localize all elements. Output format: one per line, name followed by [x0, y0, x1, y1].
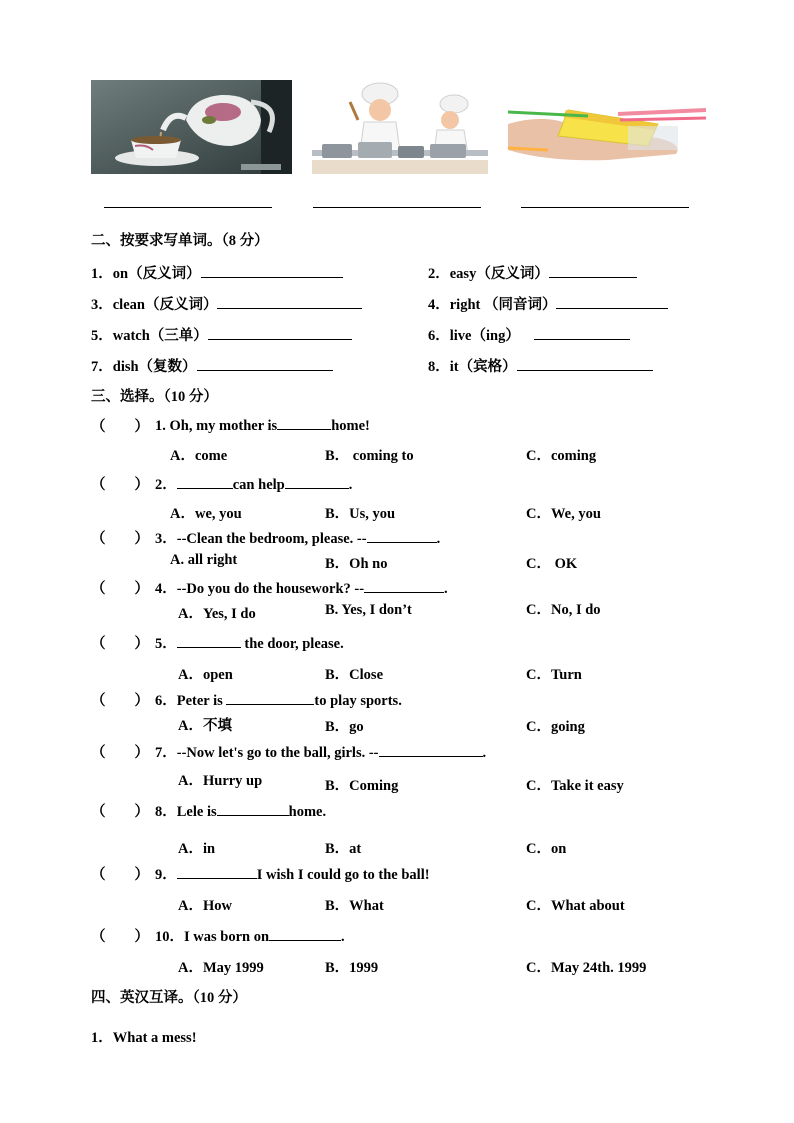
question-text: 2．: [155, 477, 177, 493]
option-c[interactable]: C．Turn: [526, 667, 582, 683]
option-c[interactable]: C．We, you: [526, 506, 601, 522]
question-9: [155, 863, 430, 884]
question-text: home.: [288, 804, 327, 820]
answer-paren[interactable]: （ ）: [91, 745, 149, 761]
word-item-5: [91, 324, 352, 345]
option-a[interactable]: A．May 1999: [178, 960, 264, 976]
hand-washing-with-sponge-icon: [508, 80, 706, 174]
section-2-title: 二、按要求写单词。（8 分）: [91, 233, 269, 249]
question-blank[interactable]: [269, 926, 341, 941]
option-c[interactable]: C．No, I do: [526, 602, 601, 618]
question-text: 8．Lele is: [155, 804, 217, 820]
option-a[interactable]: A．How: [178, 898, 232, 914]
question-5: [155, 632, 344, 653]
option-a[interactable]: A．we, you: [170, 506, 242, 522]
question-8: [155, 800, 326, 821]
question-6: [155, 689, 402, 710]
option-b[interactable]: B．1999: [325, 960, 379, 976]
answer-paren[interactable]: （ ）: [91, 693, 149, 709]
word-item-label: 3．clean（反义词）: [91, 297, 218, 313]
word-item-label: 5．watch（三单）: [91, 328, 208, 344]
option-a[interactable]: A. all right: [170, 552, 238, 568]
option-c[interactable]: C． OK: [526, 556, 578, 572]
question-text: 1. Oh, my mother is: [155, 418, 278, 434]
question-text: .: [341, 929, 345, 945]
option-b[interactable]: B．Oh no: [325, 556, 388, 572]
word-answer-blank[interactable]: [217, 294, 362, 309]
word-answer-blank[interactable]: [517, 356, 653, 371]
option-b[interactable]: B．go: [325, 719, 364, 735]
option-c[interactable]: C．May 24th. 1999: [526, 960, 647, 976]
answer-paren[interactable]: （ ）: [91, 581, 149, 597]
option-a[interactable]: A．open: [178, 667, 233, 683]
question-1: [155, 415, 370, 435]
question-text: can help: [232, 477, 285, 493]
question-text: 9．: [155, 867, 177, 883]
word-item-label: 6．live（ing）: [428, 328, 520, 344]
answer-paren[interactable]: （ ）: [91, 419, 149, 435]
word-item-6: [428, 324, 630, 345]
question-text: 7．--Now let's go to the ball, girls. --: [155, 745, 379, 761]
option-c[interactable]: C．coming: [526, 448, 597, 464]
question-text: the door, please.: [240, 636, 344, 652]
word-item-4: [428, 293, 668, 314]
word-item-2: [428, 262, 637, 283]
word-answer-blank[interactable]: [201, 263, 343, 278]
word-answer-blank[interactable]: [534, 325, 630, 340]
option-a[interactable]: A．不填: [178, 718, 232, 734]
question-blank[interactable]: [367, 528, 437, 543]
question-text: 4．--Do you do the housework? --: [155, 581, 365, 597]
word-item-3: [91, 293, 362, 314]
option-c[interactable]: C．going: [526, 719, 585, 735]
question-blank[interactable]: [379, 742, 483, 757]
word-item-label: 7．dish（复数）: [91, 359, 197, 375]
answer-paren[interactable]: （ ）: [91, 804, 149, 820]
option-b[interactable]: B．Coming: [325, 778, 399, 794]
picture-answer-line-1[interactable]: [104, 207, 272, 208]
word-item-label: 4．right （同音词）: [428, 297, 557, 313]
answer-paren[interactable]: （ ）: [91, 867, 149, 883]
cooking-picture: [312, 80, 488, 174]
answer-paren[interactable]: （ ）: [91, 531, 149, 547]
question-blank[interactable]: [277, 415, 331, 430]
answer-paren[interactable]: （ ）: [91, 929, 149, 945]
option-a[interactable]: A．Hurry up: [178, 773, 263, 789]
word-item-1: [91, 262, 343, 283]
question-3: [155, 527, 440, 548]
option-c[interactable]: C．Take it easy: [526, 778, 624, 794]
question-7: [155, 741, 486, 762]
word-item-8: [428, 355, 653, 376]
word-answer-blank[interactable]: [549, 263, 637, 278]
question-blank[interactable]: [217, 801, 289, 816]
question-blank[interactable]: [364, 578, 444, 593]
word-answer-blank[interactable]: [556, 294, 668, 309]
question-blank[interactable]: [177, 633, 241, 648]
option-c[interactable]: C．What about: [526, 898, 625, 914]
question-text: .: [482, 745, 487, 761]
question-2: [155, 473, 352, 494]
option-a[interactable]: A．come: [170, 448, 228, 464]
translation-item-1: 1．What a mess!: [91, 1030, 197, 1046]
question-text: 10．I was born on: [155, 929, 270, 945]
question-10: [155, 925, 345, 946]
teapot-picture: [91, 80, 292, 174]
question-blank[interactable]: [285, 474, 349, 489]
answer-paren[interactable]: （ ）: [91, 636, 149, 652]
option-b[interactable]: B．at: [325, 841, 362, 857]
question-text: 6．Peter is: [155, 693, 227, 709]
washing-picture: [508, 80, 706, 174]
option-b[interactable]: B. Yes, I don’t: [325, 602, 412, 618]
question-blank[interactable]: [177, 474, 233, 489]
children-cooking-icon: [312, 80, 488, 174]
question-4: [155, 577, 448, 598]
question-text: .: [436, 531, 441, 547]
option-a[interactable]: A．Yes, I do: [178, 606, 256, 622]
question-blank[interactable]: [177, 864, 257, 879]
question-text: to play sports.: [314, 693, 402, 709]
word-item-label: 8．it（宾格）: [428, 359, 517, 375]
word-item-label: 1．on（反义词）: [91, 266, 201, 282]
teapot-pouring-tea-icon: [91, 80, 292, 174]
question-text: 3．--Clean the bedroom, please. --: [155, 531, 367, 547]
option-b[interactable]: B． coming to: [325, 448, 414, 464]
option-b[interactable]: B．Close: [325, 667, 383, 683]
answer-paren[interactable]: （ ）: [91, 477, 149, 493]
question-text: .: [348, 477, 353, 493]
picture-answer-line-3[interactable]: [521, 207, 689, 208]
word-item-label: 2．easy（反义词）: [428, 266, 549, 282]
question-text: home!: [331, 418, 370, 434]
question-blank[interactable]: [226, 690, 314, 705]
word-item-7: [91, 355, 333, 376]
option-b[interactable]: B．What: [325, 898, 384, 914]
picture-answer-line-2[interactable]: [313, 207, 481, 208]
section-4-title: 四、英汉互译。（10 分）: [91, 990, 247, 1006]
option-c[interactable]: C．on: [526, 841, 567, 857]
option-b[interactable]: B．Us, you: [325, 506, 396, 522]
option-a[interactable]: A．in: [178, 841, 216, 857]
question-text: 5．: [155, 636, 177, 652]
question-text: I wish I could go to the ball!: [256, 867, 430, 883]
word-answer-blank[interactable]: [208, 325, 352, 340]
question-text: .: [444, 581, 448, 597]
word-answer-blank[interactable]: [197, 356, 333, 371]
section-3-title: 三、选择。（10 分）: [91, 389, 218, 405]
